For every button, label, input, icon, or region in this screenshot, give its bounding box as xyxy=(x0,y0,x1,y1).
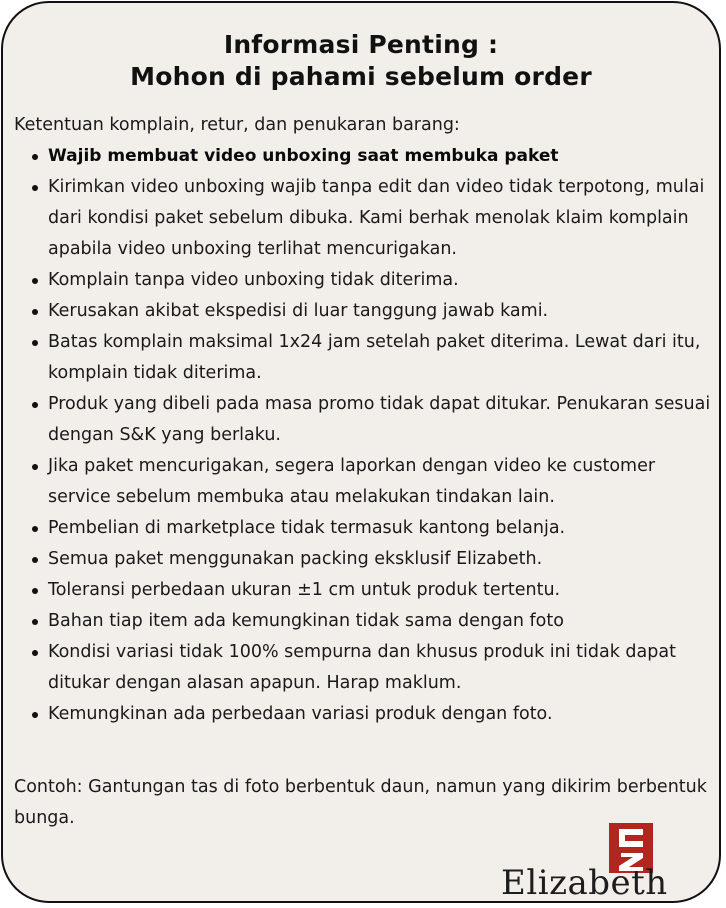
rule-item: Semua paket menggunakan packing eksklusif Elizabeth. xyxy=(14,544,715,575)
rule-item: Jika paket mencurigakan, segera laporkan dengan video ke customer service sebelum membuka atau melakukan tindakan lain. xyxy=(14,451,715,513)
rule-item: Pembelian di marketplace tidak termasuk kantong belanja. xyxy=(14,513,715,544)
rules-list xyxy=(14,141,715,730)
brand-logo xyxy=(499,823,699,903)
page-title xyxy=(3,29,719,93)
rule-item: Batas komplain maksimal 1x24 jam setelah paket diterima. Lewat dari itu, komplain tidak diterima. xyxy=(14,327,715,389)
title-line-2: Mohon di pahami sebelum order xyxy=(130,62,592,91)
rule-item: Produk yang dibeli pada masa promo tidak dapat ditukar. Penukaran sesuai dengan S&K yang berlaku. xyxy=(14,389,715,451)
rule-item: Kondisi variasi tidak 100% sempurna dan khusus produk ini tidak dapat ditukar dengan alasan apapun. Harap maklum. xyxy=(14,637,715,699)
rule-item: Komplain tanpa video unboxing tidak diterima. xyxy=(14,265,715,296)
rule-item: Kerusakan akibat ekspedisi di luar tanggung jawab kami. xyxy=(14,296,715,327)
brand-name: Elizabeth xyxy=(501,863,668,903)
rule-item: Wajib membuat video unboxing saat membuka paket xyxy=(14,141,715,172)
title-line-1: Informasi Penting : xyxy=(223,30,499,59)
rule-item: Kemungkinan ada perbedaan variasi produk dengan foto. xyxy=(14,699,715,730)
rule-item: Toleransi perbedaan ukuran ±1 cm untuk produk tertentu. xyxy=(14,575,715,606)
example-text: Contoh: Gantungan tas di foto berbentuk daun, namun yang dikirim berbentuk bunga. xyxy=(14,777,707,828)
rule-item: Bahan tiap item ada kemungkinan tidak sama dengan foto xyxy=(14,606,715,637)
intro-text: Ketentuan komplain, retur, dan penukaran barang: xyxy=(14,115,460,135)
rule-item: Kirimkan video unboxing wajib tanpa edit dan video tidak terpotong, mulai dari kondisi paket sebelum dibuka. Kami berhak menolak klaim komplain apabila video unboxing terlihat mencurigakan. xyxy=(14,172,715,265)
info-card xyxy=(1,1,721,903)
